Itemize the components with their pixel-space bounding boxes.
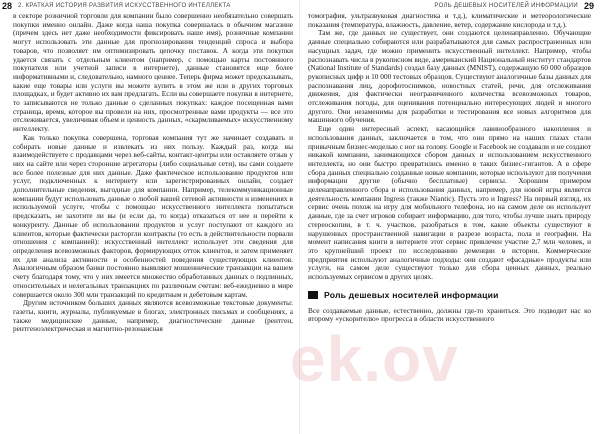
right-page-number: 29: [583, 1, 594, 11]
paragraph: Еще один интересный аспект, касающийся лавинообразного накопления и использования данных, заключается в том, что они прямо на наших глазах стали привычным бизнес-моделью с ног на голову. Google и Facebook не создавали и не создают никакой компании, занимающихся сбором данных и использованием искусственного интеллекта, но они быстро превратились именно в таких бизнес-гигантов. А в сфере сбора данных специально созданные новые компании, которые используют для получения информации другие (обычно бесплатные) сервисы. Хорошим примером целенаправленного сбора и использования данных, например, для новой игры является деятельность компании Ingress (также Niantic). Пусть это и Ingress? На первый взгляд, их сервис очень похож на игру для мобильного телефона, но на самом деле он использует данные, где за счет игроков собирает информацию, для того, чтобы лучше знать природу стереоскопии, в т. ч. участков, разобраться в том, какие объекты существуют в нарушенных пространственной навигации в разрезе возраста, пола и географии. На момент написания книги в интернете этот сервис привлечен участие 2,7 млн человек, и это крупнейший проект по исследованию деменции в истории. Коммерческие предприятия используют аналогичные подходы: они создают «фасадные» продукты или услуги, на самом деле существуют только для сбора ценных данных, реально используемых сервисом в других целях.: [308, 124, 591, 282]
section-heading: [308, 291, 591, 300]
left-page-number: 28: [2, 1, 13, 11]
section-heading-text: Роль дешевых носителей информации: [324, 289, 499, 300]
paragraph: в секторе розничной торговли для компании было совершенно необязательно совершать покупки именно онлайн. Даже когда наша покупка совершалась в обычном магазине (причем здесь нет даже необходимости фиксировать наше имя), розничные компании могут использовать эти данные для прогнозирования тенденций спроса и выбора товаров, что позволяет им оптимизировать цепочку поставок. А когда эти покупки удается связать с отдельным клиентом (например, с помощью карты постоянного покупателя или учетной записи в интернете), данные становятся еще более информативными и, следовательно, намного ценнее. Теперь фирма может предсказывать, какие еще товары или услуги вы можете купить в этом же или в других торговых площадках, и будет активно их вам предлагать. Если вы совершаете покупки в интернете, то записываются не только данные о сделанных покупках: каждое посещенная вами страница, время, которое вы провели на них, просмотренные вами продукты — все это отслеживается, увеличивая объем и ценность данных, «скармливаемых» искусственному интеллекту.: [13, 11, 293, 134]
left-page-body: [13, 12, 293, 334]
heading-marker-icon: [308, 291, 318, 299]
paragraph: Все создаваемые данные, естественно, должны где-то храниться. Это подводит нас ко второму «ускорителю» прогресса в области искусственного: [308, 305, 591, 324]
watermark: ek.ov: [290, 323, 459, 395]
right-running-head: РОЛЬ ДЕШЕВЫХ НОСИТЕЛЕЙ ИНФОРМАЦИИ: [434, 3, 578, 9]
paragraph: Как только покупка совершена, торговая компания тут же начинает создавать и собирать новые данные и извлекать из них пользу. Каждый раз, когда вы взаимодействуете с продавцами через веб-сайты, контакт-центры или оставляете отзыв у них на сайте или через сторонние агрегаторы (либо социальные сети), вы сами создаете все более полезные для них данные. Даже фактическое использование продуктов или услуг, подключенных к интернету или зарегистрированных онлайн, создает дополнительные сведения, выгодные для компании. Например, телекоммуникационные компании будут использовать данные о любой вашей сетевой активности и изменениях в используемой услуге, чтобы с помощью искусственного интеллекта попытаться предсказать, не захотите ли вы (и если да, то когда) отказаться от нее и перейти к конкуренту. Данные об использовании продуктов и услуг поступают от каждого из клиентов, которые фактически расторгли контракты (то есть в действительности порвали отношения с компанией): искусственный интеллект использует эти сведения для определения всевозможных факторов, формирующих отток клиентов, и затем применяет их для анализа активности и особенностей поведения существующих клиентов. Аналогичным образом банки постоянно выявляют мошеннические транзакции на вашем счету благодаря тому, что у них имеется множество обработанных данных о подлинных, относительных и нелегальных транзакциях по различным счетам: веб-ежедневно в мире совершается около 300 млн транзакций по кредитным и дебетовым картам.: [13, 132, 293, 299]
right-page: [300, 0, 600, 434]
right-page-body: [308, 12, 591, 324]
paragraph: Другим источником больших данных являются всевозможные текстовые документы: газеты, книги, журналы, публикуемые в блогах, электронных письмах и сообщениях, а также медицинские данные, например, диагностические данные (рентген, рентгеноэлектрическая и магнитно-резонансная: [13, 298, 293, 334]
paragraph: томография, ультразвуковая диагностика и т.д.), климатические и метеорологические показания (температура, влажность, давление, ветер, содержание кислорода и т.д.).: [308, 11, 591, 29]
left-running-head: 2. КРАТКАЯ ИСТОРИЯ РАЗВИТИЯ ИСКУССТВЕННОГО ИНТЕЛЛЕКТА: [18, 3, 231, 9]
paragraph: Там же, где данных не существует, они создаются целенаправленно. Обучающие данные специально собираются или разрабатываются для самых распространенных или насущных задач, где можно применить искусственный интеллект. Например, чтобы распознавать числа в рукописном виде, американский Национальный институт стандартов (National Institute of Standards) создал базу данных (MNIST), содержащую 60 000 образцов рукописных цифр и 10 000 тестовых образцов. Существуют аналогичные базы данных для распознавания лиц, дорофотоснимков, новостных статей, речи, для отслеживания движения, для фактически неограниченного количества всевозможных товаров, отслеживания погоды, для оценивания потенциально интересующих людей и многого другого. Они незаменимы для разработки и тестирования все новых алгоритмов для машинного обучения.: [308, 28, 591, 125]
